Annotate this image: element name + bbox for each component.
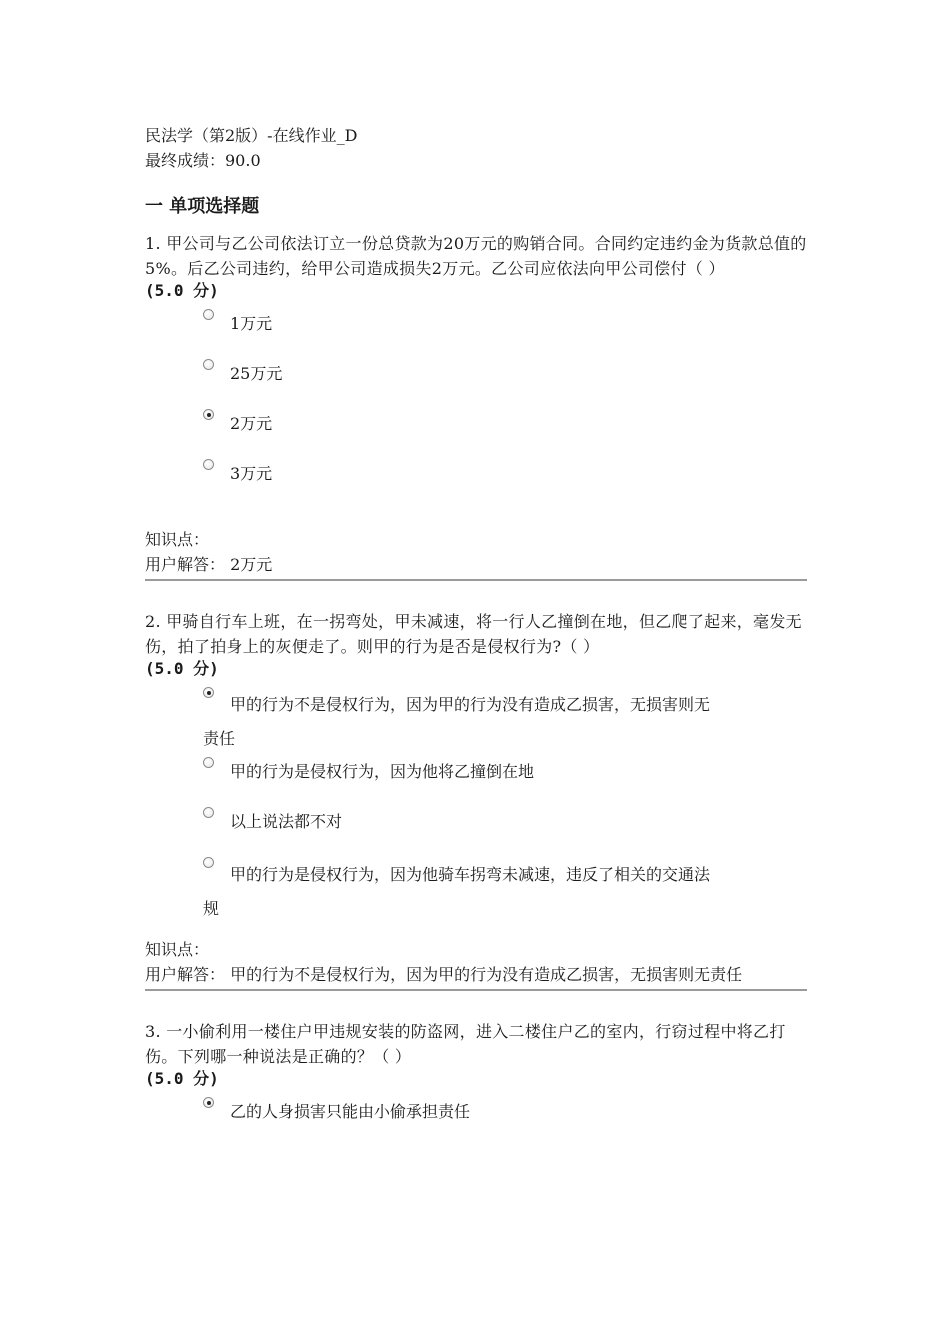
radio-button-selected[interactable] bbox=[203, 1097, 214, 1108]
radio-button[interactable] bbox=[203, 309, 214, 320]
radio-button[interactable] bbox=[203, 757, 214, 768]
option-list bbox=[203, 305, 807, 505]
knowledge-point-label: 知识点： bbox=[145, 940, 210, 959]
question-text: 1. 甲公司与乙公司依法订立一份总贷款为20万元的购销合同。合同约定违约金为货款总值的5%。后乙公司违约，给甲公司造成损失2万元。乙公司应依法向甲公司偿付（ ） bbox=[145, 234, 807, 278]
option-label: 2万元 bbox=[230, 414, 273, 433]
option-label: 甲的行为不是侵权行为，因为甲的行为没有造成乙损害，无损害则无 bbox=[230, 695, 711, 714]
option-label: 甲的行为是侵权行为，因为他骑车拐弯未减速，违反了相关的交通法 bbox=[230, 865, 711, 884]
answer-block bbox=[145, 527, 807, 577]
option-label: 3万元 bbox=[230, 464, 273, 483]
option-item[interactable] bbox=[203, 305, 807, 355]
option-label: 甲的行为是侵权行为，因为他将乙撞倒在地 bbox=[230, 762, 535, 781]
radio-button[interactable] bbox=[203, 359, 214, 370]
final-score: 最终成绩：90.0 bbox=[145, 151, 261, 170]
option-item[interactable] bbox=[203, 355, 807, 405]
user-answer: 用户解答： 甲的行为不是侵权行为，因为甲的行为没有造成乙损害，无损害则无责任 bbox=[145, 965, 743, 984]
section-title: 一 单项选择题 bbox=[145, 196, 260, 217]
option-label-continued: 规 bbox=[203, 899, 220, 918]
option-label: 1万元 bbox=[230, 314, 273, 333]
option-item[interactable] bbox=[203, 803, 807, 853]
radio-button-selected[interactable] bbox=[203, 409, 214, 420]
question-text: 2. 甲骑自行车上班，在一拐弯处，甲未减速，将一行人乙撞倒在地，但乙爬了起来，毫发无伤，拍了拍身上的灰便走了。则甲的行为是否是侵权行为?（ ） bbox=[145, 612, 802, 656]
option-label-continued: 责任 bbox=[203, 729, 236, 748]
question-2 bbox=[145, 609, 807, 991]
option-list bbox=[203, 683, 807, 923]
question-score: (5.0 分) bbox=[145, 1069, 219, 1088]
assignment-page bbox=[145, 123, 807, 1143]
option-item[interactable] bbox=[203, 683, 807, 753]
radio-button-selected[interactable] bbox=[203, 687, 214, 698]
option-item[interactable] bbox=[203, 753, 807, 803]
option-label-wrap bbox=[203, 683, 800, 751]
question-score: (5.0 分) bbox=[145, 659, 219, 678]
radio-button[interactable] bbox=[203, 459, 214, 470]
radio-button[interactable] bbox=[203, 807, 214, 818]
question-3 bbox=[145, 1019, 807, 1143]
user-answer: 用户解答： 2万元 bbox=[145, 555, 273, 574]
question-score: (5.0 分) bbox=[145, 281, 219, 300]
knowledge-point-label: 知识点： bbox=[145, 530, 210, 549]
option-label-wrap bbox=[203, 853, 800, 921]
assignment-title: 民法学（第2版）-在线作业_D bbox=[145, 126, 358, 145]
option-label: 以上说法都不对 bbox=[230, 812, 343, 831]
option-list bbox=[203, 1093, 807, 1143]
option-label: 25万元 bbox=[230, 364, 283, 383]
radio-button[interactable] bbox=[203, 857, 214, 868]
question-divider bbox=[145, 579, 807, 581]
question-divider bbox=[145, 989, 807, 991]
option-item[interactable] bbox=[203, 405, 807, 455]
answer-block bbox=[145, 937, 807, 987]
option-item[interactable] bbox=[203, 455, 807, 505]
option-item[interactable] bbox=[203, 1093, 807, 1143]
option-item[interactable] bbox=[203, 853, 807, 923]
question-1 bbox=[145, 231, 807, 581]
option-label: 乙的人身损害只能由小偷承担责任 bbox=[230, 1102, 471, 1121]
question-text: 3. 一小偷利用一楼住户甲违规安装的防盗网，进入二楼住户乙的室内，行窃过程中将乙打伤。下列哪一种说法是正确的？（ ） bbox=[145, 1022, 786, 1066]
